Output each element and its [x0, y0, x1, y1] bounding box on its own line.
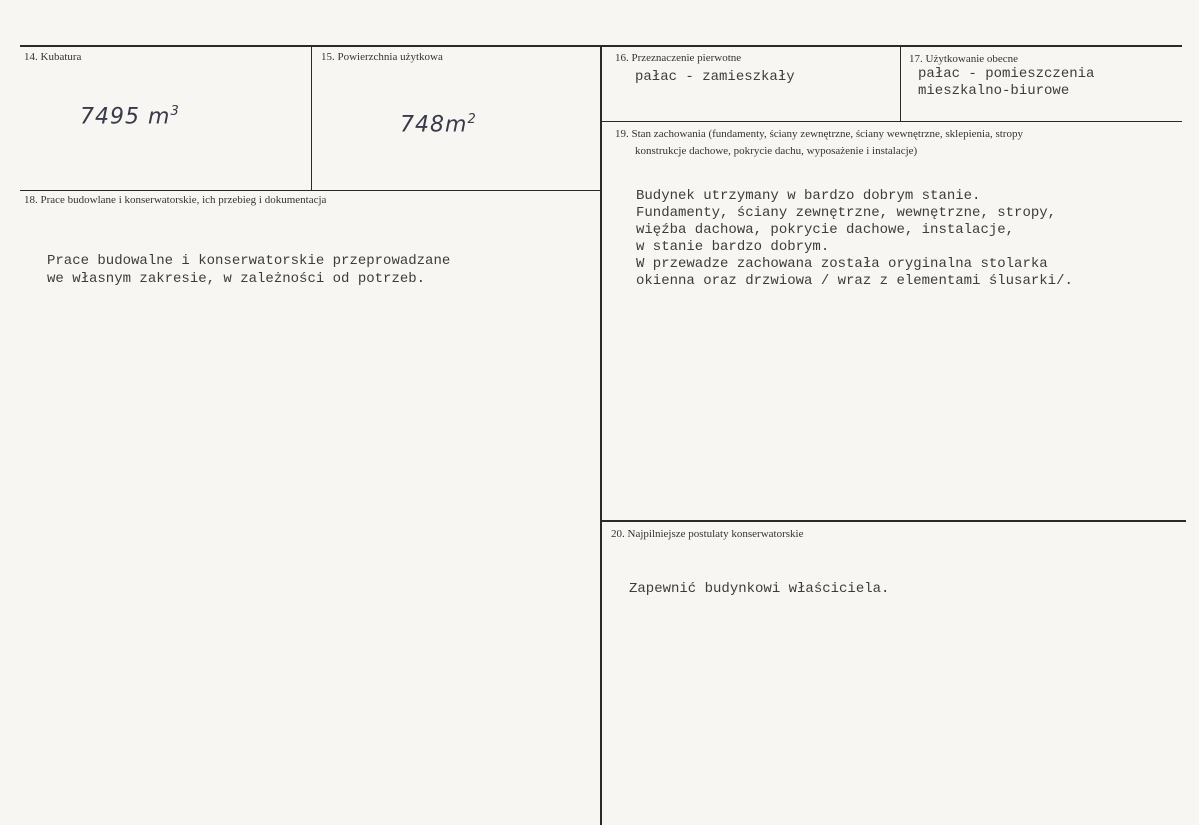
main-vertical-divider	[600, 47, 602, 825]
field-15-handwritten-value	[400, 112, 477, 137]
field-17-value-line-1: pałac - pomieszczenia	[918, 66, 1095, 82]
field-18-value-line-2: we własnym zakresie, w zależności od potrzeb.	[47, 271, 426, 287]
rule-under-19	[602, 520, 1186, 522]
field-19-value-line-4: w stanie bardzo dobrym.	[636, 239, 830, 255]
field-14-exponent: 3	[170, 104, 180, 119]
field-15-exponent: 2	[467, 112, 477, 127]
field-14-value: 7495	[80, 104, 140, 130]
divider-14-15	[311, 47, 312, 190]
field-15-unit: m	[445, 112, 468, 138]
field-19-value-line-3: więźba dachowa, pokrycie dachowe, instalacje,	[636, 222, 1015, 238]
field-20-value: Zapewnić budynkowi właściciela.	[629, 581, 890, 597]
field-18-label: 18. Prace budowlane i konserwatorskie, ich przebieg i dokumentacja	[24, 194, 327, 206]
field-19-label-line-1: 19. Stan zachowania (fundamenty, ściany zewnętrzne, ściany wewnętrzne, sklepienia, stropy	[615, 128, 1023, 140]
field-16-label: 16. Przeznaczenie pierwotne	[615, 52, 742, 64]
field-15-value: 748	[400, 112, 445, 138]
rule-under-14-15	[20, 190, 600, 191]
rule-under-16-17	[602, 121, 1182, 122]
field-14-handwritten-value	[80, 104, 180, 129]
field-15-label: 15. Powierzchnia użytkowa	[321, 51, 443, 63]
field-16-value: pałac - zamieszkały	[635, 69, 795, 85]
field-19-value-line-1: Budynek utrzymany w bardzo dobrym stanie.	[636, 188, 981, 204]
field-17-label: 17. Użytkowanie obecne	[909, 53, 1019, 65]
field-19-value-line-5: W przewadze zachowana została oryginalna stolarka	[636, 256, 1048, 272]
field-17-value-line-2: mieszkalno-biurowe	[918, 83, 1070, 99]
field-20-label: 20. Najpilniejsze postulaty konserwatorskie	[611, 528, 804, 540]
divider-16-17	[900, 47, 901, 121]
field-19-value-line-6: okienna oraz drzwiowa / wraz z elementami ślusarki/.	[636, 273, 1073, 289]
field-14-label: 14. Kubatura	[24, 51, 82, 63]
field-19-value-line-2: Fundamenty, ściany zewnętrzne, wewnętrzne, stropy,	[636, 205, 1057, 221]
field-19-label-line-2: konstrukcje dachowe, pokrycie dachu, wyposażenie i instalacje)	[635, 145, 918, 157]
field-14-unit: m	[148, 104, 171, 130]
field-18-value-line-1: Prace budowalne i konserwatorskie przeprowadzane	[47, 253, 451, 269]
